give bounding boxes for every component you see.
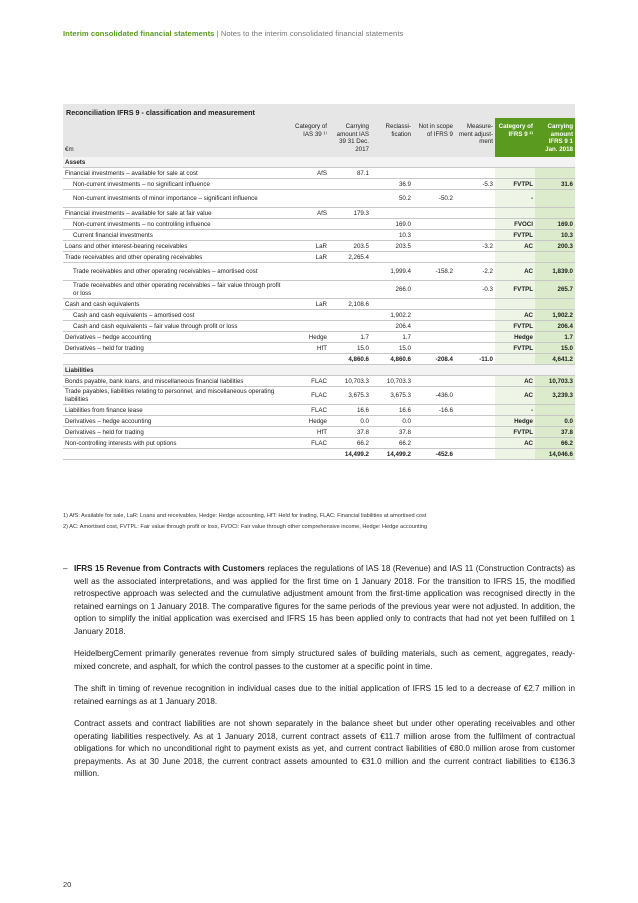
col-header-not-in-scope: Not in scope of IFRS 9 (418, 123, 453, 138)
cell-col-5 (455, 321, 495, 332)
cell-col-3 (371, 252, 413, 263)
cell-col-1 (289, 354, 329, 365)
cell-col-4 (413, 343, 455, 354)
total-row (63, 354, 575, 365)
cell-col-5: -3.2 (455, 241, 495, 252)
cell-col-7: 14,046.6 (535, 449, 575, 460)
table-row (63, 219, 575, 230)
cell-col-6: - (495, 405, 535, 416)
cell-col-3 (371, 299, 413, 310)
running-header (63, 29, 403, 38)
row-label: Current financial investments (63, 230, 289, 241)
cell-col-3: 1.7 (371, 332, 413, 343)
cell-col-6 (495, 354, 535, 365)
table-row (63, 321, 575, 332)
cell-col-2: 66.2 (329, 438, 371, 449)
cell-col-5 (455, 376, 495, 387)
cell-col-6: AC (495, 263, 535, 281)
cell-col-1 (289, 321, 329, 332)
cell-col-2: 10,703.3 (329, 376, 371, 387)
table-row (63, 230, 575, 241)
cell-col-2: 37.8 (329, 427, 371, 438)
cell-col-7 (535, 405, 575, 416)
cell-col-2 (329, 230, 371, 241)
col-header-reclassification: Reclassi-fication (385, 123, 411, 138)
cell-col-7 (535, 168, 575, 179)
cell-col-1 (289, 263, 329, 281)
row-label: Liabilities from finance lease (63, 405, 289, 416)
cell-col-6 (495, 168, 535, 179)
table-row (63, 281, 575, 299)
table-row (63, 299, 575, 310)
row-label: Cash and cash equivalents – fair value through profit or loss (63, 321, 289, 332)
cell-col-7: 265.7 (535, 281, 575, 299)
cell-col-6: FVTPL (495, 179, 535, 190)
cell-col-1 (289, 179, 329, 190)
cell-col-6 (495, 299, 535, 310)
cell-col-4 (413, 376, 455, 387)
cell-col-4: -50.2 (413, 190, 455, 208)
cell-col-3: 266.0 (371, 281, 413, 299)
cell-col-4: -16.6 (413, 405, 455, 416)
cell-col-1: LaR (289, 252, 329, 263)
cell-col-3: 66.2 (371, 438, 413, 449)
footnote-1: 1) AfS: Available for sale, LaR: Loans and receivables, Hedge: Hedge accounting, HfT: Held for trading, FLAC: Financial liabilities at amortised cost (63, 513, 427, 519)
cell-col-2 (329, 281, 371, 299)
cell-col-2: 4,860.6 (329, 354, 371, 365)
cell-col-7: 200.3 (535, 241, 575, 252)
row-label: Trade receivables and other operating receivables – fair value through profit or loss (63, 281, 289, 299)
cell-col-2: 3,675.3 (329, 387, 371, 405)
cell-col-4 (413, 427, 455, 438)
cell-col-3: 10,703.3 (371, 376, 413, 387)
cell-col-1 (289, 310, 329, 321)
cell-col-3: 50.2 (371, 190, 413, 208)
cell-col-5 (455, 219, 495, 230)
table-row (63, 427, 575, 438)
table-row (63, 416, 575, 427)
table-title: Reconciliation IFRS 9 - classification and measurement (63, 104, 575, 118)
cell-col-5 (455, 310, 495, 321)
cell-col-1 (289, 219, 329, 230)
total-row (63, 449, 575, 460)
col-header-ifrs9-amount: Carrying amount IFRS 9 1 Jan. 2018 (535, 118, 575, 157)
cell-col-5 (455, 427, 495, 438)
table-row (63, 168, 575, 179)
cell-col-1 (289, 449, 329, 460)
row-label: Financial investments – available for sale at cost (63, 168, 289, 179)
table-row (63, 438, 575, 449)
cell-col-6: FVTPL (495, 343, 535, 354)
cell-col-5: -11.0 (455, 354, 495, 365)
cell-col-4 (413, 219, 455, 230)
row-label: Bonds payable, bank loans, and miscellaneous financial liabilities (63, 376, 289, 387)
cell-col-4: -158.2 (413, 263, 455, 281)
col-header-ifrs9-category: Category of IFRS 9 ²⁾ (495, 118, 535, 157)
cell-col-1: FLAC (289, 405, 329, 416)
row-label: Derivatives – hedge accounting (63, 332, 289, 343)
table-body (63, 157, 575, 460)
cell-col-7: 31.6 (535, 179, 575, 190)
reconciliation-grid (63, 118, 575, 460)
cell-col-6 (495, 449, 535, 460)
cell-col-5 (455, 343, 495, 354)
cell-col-4 (413, 179, 455, 190)
cell-col-1: FLAC (289, 438, 329, 449)
cell-col-3: 36.9 (371, 179, 413, 190)
cell-col-2: 14,499.2 (329, 449, 371, 460)
cell-col-4 (413, 438, 455, 449)
cell-col-5: -0.3 (455, 281, 495, 299)
cell-col-4 (413, 168, 455, 179)
cell-col-3: 203.5 (371, 241, 413, 252)
cell-col-5 (455, 230, 495, 241)
row-label: Cash and cash equivalents – amortised cost (63, 310, 289, 321)
cell-col-6: FVTPL (495, 321, 535, 332)
table-row (63, 376, 575, 387)
ifrs15-paragraph (63, 563, 575, 638)
cell-col-4 (413, 252, 455, 263)
paragraph-retained-earnings: The shift in timing of revenue recognition in individual cases due to the initial application of IFRS 15 led to a decrease of €2.7 million in retained earnings as at 1 January 2018. (74, 684, 575, 706)
footnote-2: 2) AC: Amortised cost, FVTPL: Fair value through profit or loss, FVOCI: Fair value through other comprehensive income, Hedge: Hedge accounting (63, 524, 428, 530)
section-row (63, 157, 575, 168)
header-separator: | (216, 29, 219, 38)
cell-col-1: LaR (289, 241, 329, 252)
cell-col-2 (329, 321, 371, 332)
row-label (63, 354, 289, 365)
cell-col-4 (413, 416, 455, 427)
section-label: Assets (63, 157, 575, 168)
cell-col-1: AfS (289, 208, 329, 219)
cell-col-2 (329, 263, 371, 281)
cell-col-6 (495, 208, 535, 219)
cell-col-2: 15.0 (329, 343, 371, 354)
table-row (63, 263, 575, 281)
col-header-ias39-amount: Carrying amount IAS 39 31 Dec. 2017 (336, 123, 369, 154)
cell-col-2: 179.3 (329, 208, 371, 219)
cell-col-3 (371, 168, 413, 179)
cell-col-5 (455, 449, 495, 460)
cell-col-7: 1,902.2 (535, 310, 575, 321)
cell-col-1: FLAC (289, 376, 329, 387)
row-label: Non-current investments – no significant influence (63, 179, 289, 190)
row-label: Loans and other interest-bearing receivables (63, 241, 289, 252)
cell-col-4 (413, 241, 455, 252)
cell-col-5 (455, 299, 495, 310)
cell-col-5 (455, 252, 495, 263)
cell-col-1: Hedge (289, 416, 329, 427)
body-text (63, 563, 575, 791)
cell-col-4 (413, 310, 455, 321)
cell-col-7: 10,703.3 (535, 376, 575, 387)
cell-col-2: 87.1 (329, 168, 371, 179)
table-row (63, 387, 575, 405)
cell-col-5 (455, 332, 495, 343)
cell-col-6: Hedge (495, 416, 535, 427)
unit-label: €m (65, 146, 74, 154)
cell-col-1: HfT (289, 427, 329, 438)
cell-col-1 (289, 281, 329, 299)
row-label: Trade payables, liabilities relating to personnel, and miscellaneous operating liabilities (63, 387, 289, 405)
cell-col-1: LaR (289, 299, 329, 310)
cell-col-3: 4,860.6 (371, 354, 413, 365)
cell-col-7: 1.7 (535, 332, 575, 343)
cell-col-1: FLAC (289, 387, 329, 405)
table-row (63, 208, 575, 219)
cell-col-3: 169.0 (371, 219, 413, 230)
cell-col-6: FVTPL (495, 230, 535, 241)
header-subsection: Notes to the interim consolidated financial statements (220, 29, 404, 38)
cell-col-7: 1,839.0 (535, 263, 575, 281)
ifrs15-heading: IFRS 15 Revenue from Contracts with Customers (74, 564, 265, 573)
cell-col-5 (455, 416, 495, 427)
row-label: Trade receivables and other operating receivables (63, 252, 289, 263)
cell-col-7: 37.8 (535, 427, 575, 438)
cell-col-4 (413, 281, 455, 299)
cell-col-3: 10.3 (371, 230, 413, 241)
row-label: Non-current investments of minor importance – significant influence (63, 190, 289, 208)
cell-col-3: 37.8 (371, 427, 413, 438)
table-row (63, 310, 575, 321)
cell-col-3: 14,499.2 (371, 449, 413, 460)
cell-col-5: -2.2 (455, 263, 495, 281)
table-row (63, 190, 575, 208)
paragraph-revenue-sources: HeidelbergCement primarily generates revenue from simply structured sales of building materials, such as cement, aggregates, ready-mixed concrete, and asphalt, for which the control passes to the customer at a specific point in time. (74, 649, 575, 671)
row-label: Non-controlling interests with put options (63, 438, 289, 449)
cell-col-5 (455, 208, 495, 219)
cell-col-3: 1,999.4 (371, 263, 413, 281)
cell-col-7 (535, 299, 575, 310)
cell-col-7: 206.4 (535, 321, 575, 332)
cell-col-3: 0.0 (371, 416, 413, 427)
cell-col-7: 169.0 (535, 219, 575, 230)
cell-col-2: 0.0 (329, 416, 371, 427)
cell-col-1 (289, 190, 329, 208)
cell-col-6: FVOCI (495, 219, 535, 230)
cell-col-4: -452.6 (413, 449, 455, 460)
cell-col-5 (455, 168, 495, 179)
ifrs15-text: replaces the regulations of IAS 18 (Revenue) and IAS 11 (Construction Contracts) as well as the associated interpretations, and was applied for the first time on 1 January 2018. For the transition to IFRS 15, the modified retrospective approach was selected and the cumulative adjustment amount from the first-time application was recognised directly in the retained earnings on 1 January 2018. The comparative figures for the same periods of the previous year were not adjusted. In addition, the option to simplify the initial application was exercised and IFRS 15 has been applied only to contracts that had not yet been fulfilled on 1 January 2018. (74, 564, 576, 636)
cell-col-7 (535, 252, 575, 263)
row-label: Derivatives – hedge accounting (63, 416, 289, 427)
cell-col-5 (455, 438, 495, 449)
row-label (63, 449, 289, 460)
cell-col-3: 16.6 (371, 405, 413, 416)
table-row (63, 332, 575, 343)
table-row (63, 405, 575, 416)
cell-col-6 (495, 252, 535, 263)
cell-col-6: AC (495, 438, 535, 449)
cell-col-7: 4,641.2 (535, 354, 575, 365)
cell-col-1: Hedge (289, 332, 329, 343)
cell-col-2: 1.7 (329, 332, 371, 343)
cell-col-7: 15.0 (535, 343, 575, 354)
row-label: Trade receivables and other operating receivables – amortised cost (63, 263, 289, 281)
cell-col-5: -5.3 (455, 179, 495, 190)
reconciliation-table (63, 104, 575, 460)
cell-col-6: FVTPL (495, 281, 535, 299)
table-row (63, 343, 575, 354)
row-label: Derivatives – held for trading (63, 343, 289, 354)
row-label: Non-current investments – no controlling influence (63, 219, 289, 230)
section-label: Liabilities (63, 365, 575, 376)
cell-col-6: AC (495, 310, 535, 321)
cell-col-4 (413, 321, 455, 332)
table-row (63, 252, 575, 263)
section-row (63, 365, 575, 376)
cell-col-6: - (495, 190, 535, 208)
cell-col-4 (413, 332, 455, 343)
col-header-ias39-category: Category of IAS 39 ¹⁾ (295, 123, 327, 138)
cell-col-4 (413, 299, 455, 310)
cell-col-6: AC (495, 387, 535, 405)
cell-col-2 (329, 219, 371, 230)
table-row (63, 241, 575, 252)
list-dash: – (63, 564, 68, 573)
column-header-row (63, 118, 575, 157)
cell-col-5 (455, 387, 495, 405)
cell-col-4: -436.0 (413, 387, 455, 405)
cell-col-7 (535, 190, 575, 208)
cell-col-6: Hedge (495, 332, 535, 343)
header-section: Interim consolidated financial statements (63, 29, 215, 38)
cell-col-2 (329, 310, 371, 321)
cell-col-3: 206.4 (371, 321, 413, 332)
cell-col-5 (455, 405, 495, 416)
row-label: Derivatives – held for trading (63, 427, 289, 438)
cell-col-6: AC (495, 241, 535, 252)
cell-col-1: AfS (289, 168, 329, 179)
cell-col-3: 1,902.2 (371, 310, 413, 321)
col-header-measurement: Measure-ment adjust-ment (458, 123, 493, 146)
row-label: Financial investments – available for sale at fair value (63, 208, 289, 219)
cell-col-5 (455, 190, 495, 208)
cell-col-1 (289, 230, 329, 241)
cell-col-7: 66.2 (535, 438, 575, 449)
cell-col-4 (413, 208, 455, 219)
cell-col-3: 3,675.3 (371, 387, 413, 405)
cell-col-2: 16.6 (329, 405, 371, 416)
page-number: 20 (63, 880, 72, 889)
cell-col-7: 10.3 (535, 230, 575, 241)
cell-col-2: 203.5 (329, 241, 371, 252)
cell-col-6: FVTPL (495, 427, 535, 438)
cell-col-2: 2,108.6 (329, 299, 371, 310)
cell-col-2 (329, 190, 371, 208)
cell-col-3: 15.0 (371, 343, 413, 354)
cell-col-4: -208.4 (413, 354, 455, 365)
cell-col-7 (535, 208, 575, 219)
cell-col-1: HfT (289, 343, 329, 354)
cell-col-7: 0.0 (535, 416, 575, 427)
cell-col-3 (371, 208, 413, 219)
cell-col-4 (413, 230, 455, 241)
cell-col-6: AC (495, 376, 535, 387)
cell-col-7: 3,239.3 (535, 387, 575, 405)
table-row (63, 179, 575, 190)
paragraph-contract-assets: Contract assets and contract liabilities are not shown separately in the balance sheet but under other operating receivables and other operating liabilities respectively. As at 1 January 2018, current contract assets of €11.7 million arose from the fulfilment of contractual obligations for which no unconditional right to payment exists as yet, and current contract liabilities of €80.0 million arose from customer prepayments. As at 30 June 2018, the current contract assets amounted to €31.0 million and the current contract liabilities to €136.3 million. (74, 719, 575, 778)
row-label: Cash and cash equivalents (63, 299, 289, 310)
cell-col-2: 2,265.4 (329, 252, 371, 263)
cell-col-2 (329, 179, 371, 190)
